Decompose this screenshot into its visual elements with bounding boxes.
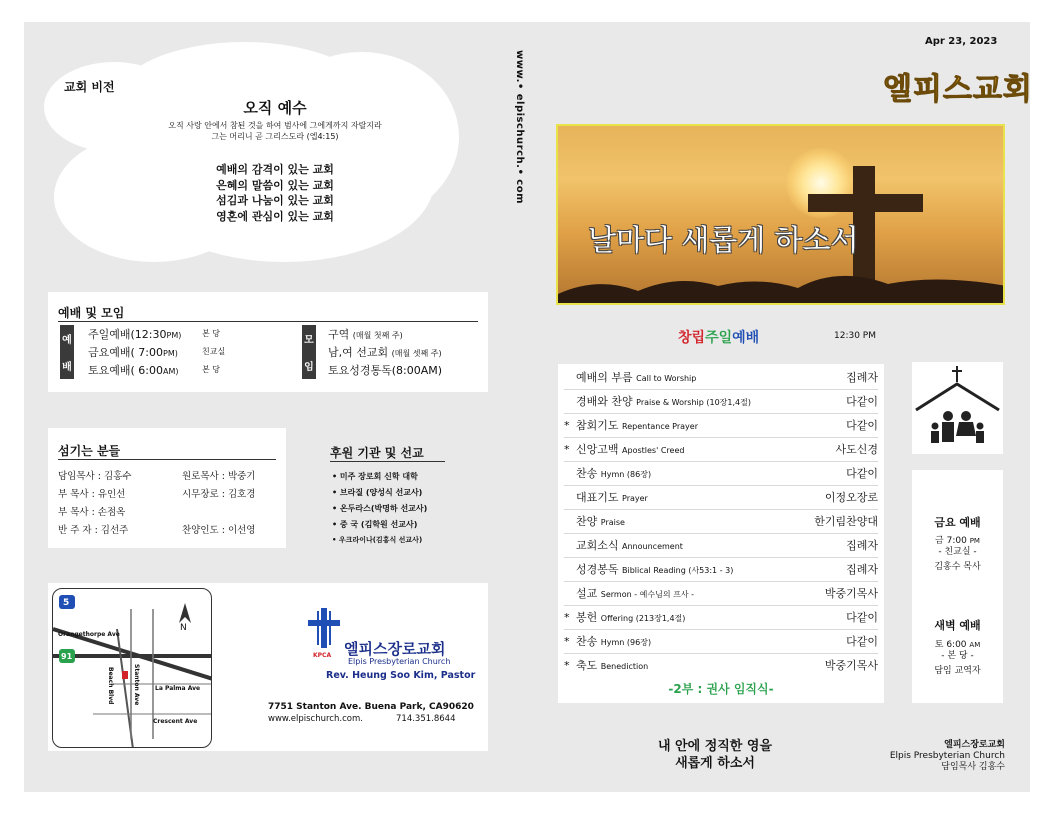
bar-char: 배 <box>62 362 72 373</box>
staff-panel <box>48 428 286 548</box>
order-item: 설교 Sermon - 예수님의 프사 - 박중기목사 <box>564 582 878 606</box>
friday-title: 금요 예배 <box>934 516 981 529</box>
family-church-icon <box>912 362 1003 454</box>
meeting-line: 토요성경통독(8:00AM) <box>328 364 443 377</box>
dawn-person: 담임 교역자 <box>934 666 981 676</box>
service-line: 토요예배( 6:00AM) <box>88 364 179 377</box>
street-label: Beach Blvd <box>107 667 114 705</box>
order-item: * 축도 Benediction 박중기목사 <box>564 659 878 672</box>
vision-line: 섬김과 나눔이 있는 교회 <box>216 194 334 207</box>
service-time: 12:30 PM <box>834 331 876 341</box>
vision-title: 오직 예수 <box>243 99 307 117</box>
friday-place: - 친교실 - <box>938 547 977 557</box>
church-cross-icon <box>306 608 342 656</box>
staff-entry: 부 목사 : 손점옥 <box>58 507 126 518</box>
vision-cloud <box>44 42 459 267</box>
meeting-line: 구역 (매월 첫째 주) <box>328 328 403 341</box>
worship-bar <box>60 325 74 379</box>
vision-line: 은혜의 말씀이 있는 교회 <box>216 178 334 192</box>
highway-91-label: 91 <box>61 652 73 661</box>
order-item: * 봉헌 Offering (213장1,4절) 다같이 <box>564 606 878 630</box>
vision-list <box>190 162 360 224</box>
cross-silhouette <box>558 126 1005 305</box>
dawn-time: 토 6:00 AM <box>934 640 981 650</box>
staff-entry: 시무장로 : 김호경 <box>182 489 256 500</box>
bar-char: 예 <box>62 335 72 346</box>
bar-char: 임 <box>304 362 314 373</box>
street-label: La Palma Ave <box>155 685 201 692</box>
staff-entry: 부 목사 : 유인선 <box>58 489 126 500</box>
church-website[interactable]: www.elpischurch.com. <box>268 714 363 724</box>
service-line: 주일예배(12:30PM) <box>88 328 182 341</box>
staff-entry: 찬양인도 : 이선영 <box>182 525 256 536</box>
support-item: • 중 국 (김학원 선교사) <box>332 520 418 529</box>
staff-entry: 담임목사 : 김홍수 <box>58 471 132 482</box>
support-item: • 온두라스(박명하 선교사) <box>332 504 428 513</box>
church-phone: 714.351.8644 <box>396 714 456 724</box>
order-item: 예배의 부름 Call to Worship 집례자 <box>564 366 878 390</box>
street-label: Crescent Ave <box>153 718 198 725</box>
pastor-name: Rev. Heung Soo Kim, Pastor <box>326 670 476 681</box>
order-item: 성경봉독 Biblical Reading (사53:1 - 3) 집례자 <box>564 558 878 582</box>
vertical-url: www.• elpischurch.• com <box>514 50 525 205</box>
street-label: Stanton Ave <box>133 664 140 706</box>
order-item: * 신앙고백 Apostles' Creed 사도신경 <box>564 438 878 462</box>
verse-line: 오직 사랑 안에서 참된 것을 하여 범사에 그에게까지 자랄지라 <box>168 121 382 130</box>
dawn-place: - 본 당 - <box>941 651 974 661</box>
vision-line: 영혼에 관심이 있는 교회 <box>216 209 334 223</box>
staff-title: 섬기는 분들 <box>58 442 276 460</box>
north-label: N <box>180 623 187 633</box>
order-item: 찬양 Praise 한기림찬양대 <box>564 510 878 534</box>
family-church-panel <box>912 362 1003 454</box>
order-item: * 찬송 Hymn (96장) 다같이 <box>564 630 878 654</box>
worship-panel <box>48 292 488 392</box>
service-name: 창립주일예배 <box>678 330 760 346</box>
vision-verse <box>140 120 410 142</box>
bottom-verse <box>600 738 830 772</box>
order-item: 대표기도 Prayer 이정오장로 <box>564 486 878 510</box>
dawn-title: 새벽 예배 <box>934 619 981 632</box>
order-item: 경배와 찬양 Praise & Worship (10장1,4절) 다같이 <box>564 390 878 414</box>
verse-line: 새롭게 하소서 <box>675 756 755 771</box>
meeting-line: 남,여 선교회 (매월 셋째 주) <box>328 346 442 359</box>
meeting-bar <box>302 325 316 379</box>
support-title: 후원 기관 및 선교 <box>330 444 445 462</box>
footer-en: Elpis Presbyterian Church <box>889 751 1005 761</box>
service-place: 본 당 <box>202 329 220 338</box>
verse-line: 그는 머리니 곧 그리스도라 (엡4:15) <box>211 132 339 141</box>
church-title: 엘피스교회 <box>883 72 1033 107</box>
vision-tag: 교회 비전 <box>64 80 115 94</box>
banner-text: 날마다 새롭게 하소서 <box>588 223 859 257</box>
footer-signature <box>890 740 1005 773</box>
order-item: * 참회기도 Repentance Prayer 다같이 <box>564 414 878 438</box>
service-line: 금요예배( 7:00PM) <box>88 346 178 359</box>
church-address: 7751 Stanton Ave. Buena Park, CA90620 <box>268 702 474 712</box>
support-item: • 브라질 (양성식 선교사) <box>332 488 423 497</box>
weekly-services-panel <box>912 470 1003 703</box>
location-map <box>52 588 212 748</box>
bulletin-date: Apr 23, 2023 <box>925 36 998 47</box>
part2-label: -2부 : 권사 임직식- <box>668 682 774 696</box>
support-item: • 우크라이나(김홍식 선교사) <box>332 536 423 544</box>
service-place: 친교실 <box>202 347 226 356</box>
verse-line: 내 안에 정직한 영을 <box>657 739 773 754</box>
highway-5-label: 5 <box>63 598 70 608</box>
cross-banner <box>556 124 1005 305</box>
friday-person: 김홍수 목사 <box>934 562 981 572</box>
order-item: 교회소식 Announcement 집례자 <box>564 534 878 558</box>
footer-ko: 엘피스장로교회 <box>944 740 1005 750</box>
kpca-label: KPCA <box>313 652 332 659</box>
church-name-en: Elpis Presbyterian Church <box>348 657 451 666</box>
service-place: 본 당 <box>202 365 220 374</box>
footer-pastor: 담임목사 김홍수 <box>941 762 1005 772</box>
church-name-ko: 엘피스장로교회 <box>344 640 446 658</box>
order-item: 찬송 Hymn (86장) 다같이 <box>564 462 878 486</box>
friday-time: 금 7:00 PM <box>935 536 980 546</box>
staff-entry: 반 주 자 : 김선주 <box>58 525 129 536</box>
order-of-worship <box>558 364 884 703</box>
worship-title: 예배 및 모임 <box>58 304 478 322</box>
bar-char: 모 <box>304 335 314 346</box>
vision-line: 예배의 감격이 있는 교회 <box>216 163 334 176</box>
staff-entry: 원로목사 : 박중기 <box>182 471 256 482</box>
support-item: • 미주 장로회 신학 대학 <box>332 472 418 481</box>
street-label: Orangethorpe Ave <box>58 631 120 638</box>
